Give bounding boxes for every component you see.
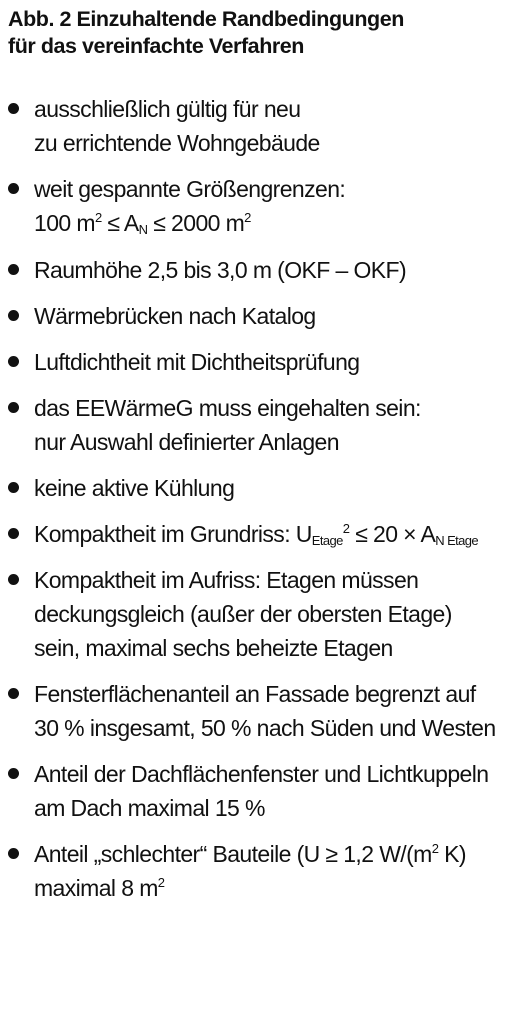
item-formula xyxy=(34,206,514,240)
bullet-icon xyxy=(8,264,19,275)
formula-part: Kompaktheit im Grundriss: U xyxy=(34,521,312,547)
list-item xyxy=(8,391,514,459)
formula-sup: 2 xyxy=(342,521,350,536)
formula-part: K) xyxy=(438,841,466,867)
formula-sup: 2 xyxy=(244,210,251,225)
item-text: Fensterflächenanteil an Fassade begrenzt auf xyxy=(34,681,476,707)
formula-part: ≤ A xyxy=(101,210,139,236)
item-text: Kompaktheit im Aufriss: Etagen müssen xyxy=(34,567,419,593)
item-text: zu errichtende Wohngebäude xyxy=(34,130,320,156)
list-item xyxy=(8,837,514,905)
item-formula xyxy=(34,871,514,905)
item-text: das EEWärmeG muss eingehalten sein: xyxy=(34,395,421,421)
list-item xyxy=(8,517,514,551)
item-text: Wärmebrücken nach Katalog xyxy=(34,303,316,329)
bullet-icon xyxy=(8,528,19,539)
formula-part: Anteil „schlechter“ Bauteile (U ≥ 1,2 W/(m xyxy=(34,841,432,867)
item-text: Raumhöhe 2,5 bis 3,0 m (OKF – OKF) xyxy=(34,257,407,283)
formula-sub: N xyxy=(138,222,148,237)
formula-sup: 2 xyxy=(94,210,102,225)
formula-sub: N Etage xyxy=(435,533,479,548)
list-item xyxy=(8,299,514,333)
formula-part: ≤ 2000 m xyxy=(147,210,245,236)
list-item xyxy=(8,563,514,665)
bullet-icon xyxy=(8,768,19,779)
conditions-list xyxy=(8,92,514,905)
bullet-icon xyxy=(8,103,19,114)
list-item xyxy=(8,471,514,505)
list-item xyxy=(8,757,514,825)
item-text: 30 % insgesamt, 50 % nach Süden und Westen xyxy=(34,715,496,741)
item-text: deckungsgleich (außer der obersten Etage) xyxy=(34,601,452,627)
formula-sup: 2 xyxy=(157,875,165,890)
bullet-icon xyxy=(8,356,19,367)
list-item xyxy=(8,253,514,287)
figure-title xyxy=(8,6,514,60)
item-text: sein, maximal sechs beheizte Etagen xyxy=(34,635,393,661)
formula-part: ≤ 20 × A xyxy=(349,521,436,547)
bullet-icon xyxy=(8,848,19,859)
bullet-icon xyxy=(8,183,19,194)
list-item xyxy=(8,345,514,379)
bullet-icon xyxy=(8,402,19,413)
item-formula xyxy=(34,837,514,871)
formula-part: 100 m xyxy=(34,210,95,236)
item-text: nur Auswahl definierter Anlagen xyxy=(34,429,339,455)
item-text: ausschließlich gültig für neu xyxy=(34,96,301,122)
formula-part: maximal 8 m xyxy=(34,875,158,901)
formula-sub: Etage xyxy=(311,533,343,548)
figure-title-line2: für das vereinfachte Verfahren xyxy=(8,34,304,58)
item-text: weit gespannte Größengrenzen: xyxy=(34,176,346,202)
item-text: keine aktive Kühlung xyxy=(34,475,235,501)
item-formula xyxy=(34,517,514,551)
bullet-icon xyxy=(8,688,19,699)
item-text: Anteil der Dachflächenfenster und Lichtkuppeln xyxy=(34,761,489,787)
list-item xyxy=(8,92,514,160)
list-item xyxy=(8,677,514,745)
bullet-icon xyxy=(8,310,19,321)
list-item xyxy=(8,172,514,240)
bullet-icon xyxy=(8,574,19,585)
item-text: Luftdichtheit mit Dichtheitsprüfung xyxy=(34,349,360,375)
item-text: am Dach maximal 15 % xyxy=(34,795,265,821)
figure-title-line1: Abb. 2 Einzuhaltende Randbedingungen xyxy=(8,7,404,31)
formula-sup: 2 xyxy=(431,841,439,856)
bullet-icon xyxy=(8,482,19,493)
